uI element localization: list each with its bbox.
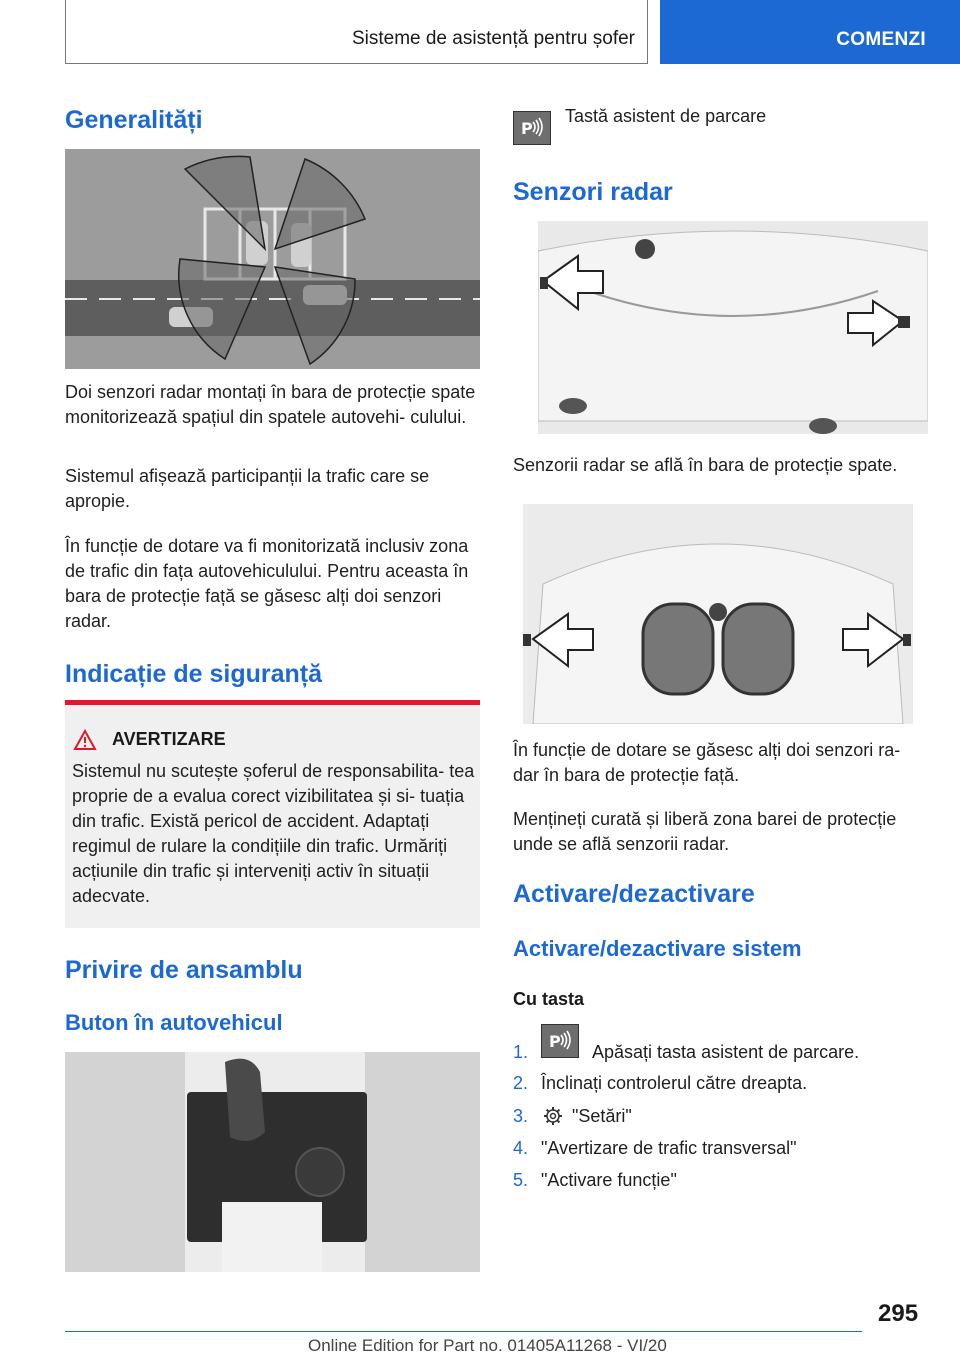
- warning-text: Sistemul nu scutește șoferul de responsabilita- tea proprie de a evalua corect vizibilitatea și si- tuația din trafic. Există pericol de accident. Adaptați regimul de rulare la condițiile din trafic. Urmăriți acțiunile din trafic și interveniți activ în situații adecvate.: [72, 761, 475, 906]
- clean-note: Mențineți curată și liberă zona barei de protecție unde se află senzorii radar.: [513, 809, 897, 854]
- footer-edition: Online Edition for Part no. 01405A11268 - VI/20: [308, 1336, 667, 1355]
- heading-activate-system: Activare/dezactivare sistem: [513, 936, 802, 961]
- svg-text:P: P: [549, 1032, 561, 1051]
- heading-radar: Senzori radar: [513, 178, 673, 206]
- heading-safety: Indicație de siguranță: [65, 660, 323, 688]
- page-number: 295: [878, 1300, 919, 1327]
- warning-box: [65, 705, 480, 928]
- warning-triangle-icon: [73, 729, 97, 756]
- step-1-text: Apăsați tasta asistent de parcare.: [592, 1042, 860, 1062]
- header-section-tab: [65, 0, 648, 64]
- chapter-tab[interactable]: [660, 0, 960, 64]
- footer-divider: [65, 1331, 862, 1332]
- park-assist-button-icon: [513, 111, 551, 145]
- step-4-text: "Avertizare de trafic transversal": [541, 1138, 797, 1158]
- heading-activate: Activare/dezactivare: [513, 880, 755, 908]
- with-key-label: Cu tasta: [513, 989, 585, 1009]
- step-1-number: 1.: [513, 1042, 529, 1062]
- heading-general: Generalități: [65, 106, 203, 134]
- step-5-number: 5.: [513, 1170, 529, 1190]
- step-2-text: Înclinați controlerul către dreapta.: [541, 1073, 808, 1093]
- warning-title: AVERTIZARE: [112, 729, 226, 749]
- paragraph-2: Sistemul afișează participanții la trafic care se apropie.: [65, 466, 430, 511]
- svg-text:P: P: [521, 119, 533, 138]
- section-title: Sisteme de asistență pentru șofer: [351, 28, 635, 49]
- console-photo: [65, 1052, 480, 1272]
- step-5-text: "Activare funcție": [541, 1170, 677, 1190]
- gear-icon: [543, 1106, 563, 1131]
- heading-overview: Privire de ansamblu: [65, 956, 303, 984]
- chapter-label: COMENZI: [836, 29, 926, 50]
- rear-bumper-photo: [538, 221, 928, 434]
- front-caption: În funcție de dotare se găsesc alți doi senzori ra- dar în bara de protecție față.: [513, 740, 901, 785]
- rear-caption: Senzorii radar se află în bara de protecție spate.: [513, 455, 898, 475]
- step-4-number: 4.: [513, 1138, 529, 1158]
- park-assist-key-icon: [541, 1024, 579, 1058]
- front-bumper-photo: [523, 504, 913, 724]
- button-caption: Tastă asistent de parcare: [565, 106, 767, 126]
- step-2-number: 2.: [513, 1073, 529, 1093]
- paragraph-1: Doi senzori radar montați în bara de protecție spate monitorizează spațiul din spatele autovehi- culului.: [65, 382, 476, 427]
- paragraph-3: În funcție de dotare va fi monitorizată inclusiv zona de trafic din fața autovehiculului. Pentru aceasta în bara de protecție față se găsesc alți doi senzori radar.: [65, 536, 469, 631]
- step-3-text: "Setări": [572, 1106, 632, 1126]
- step-3-number: 3.: [513, 1106, 529, 1126]
- radar-zones-illustration: [65, 149, 480, 369]
- heading-button: Buton în autovehicul: [65, 1010, 283, 1035]
